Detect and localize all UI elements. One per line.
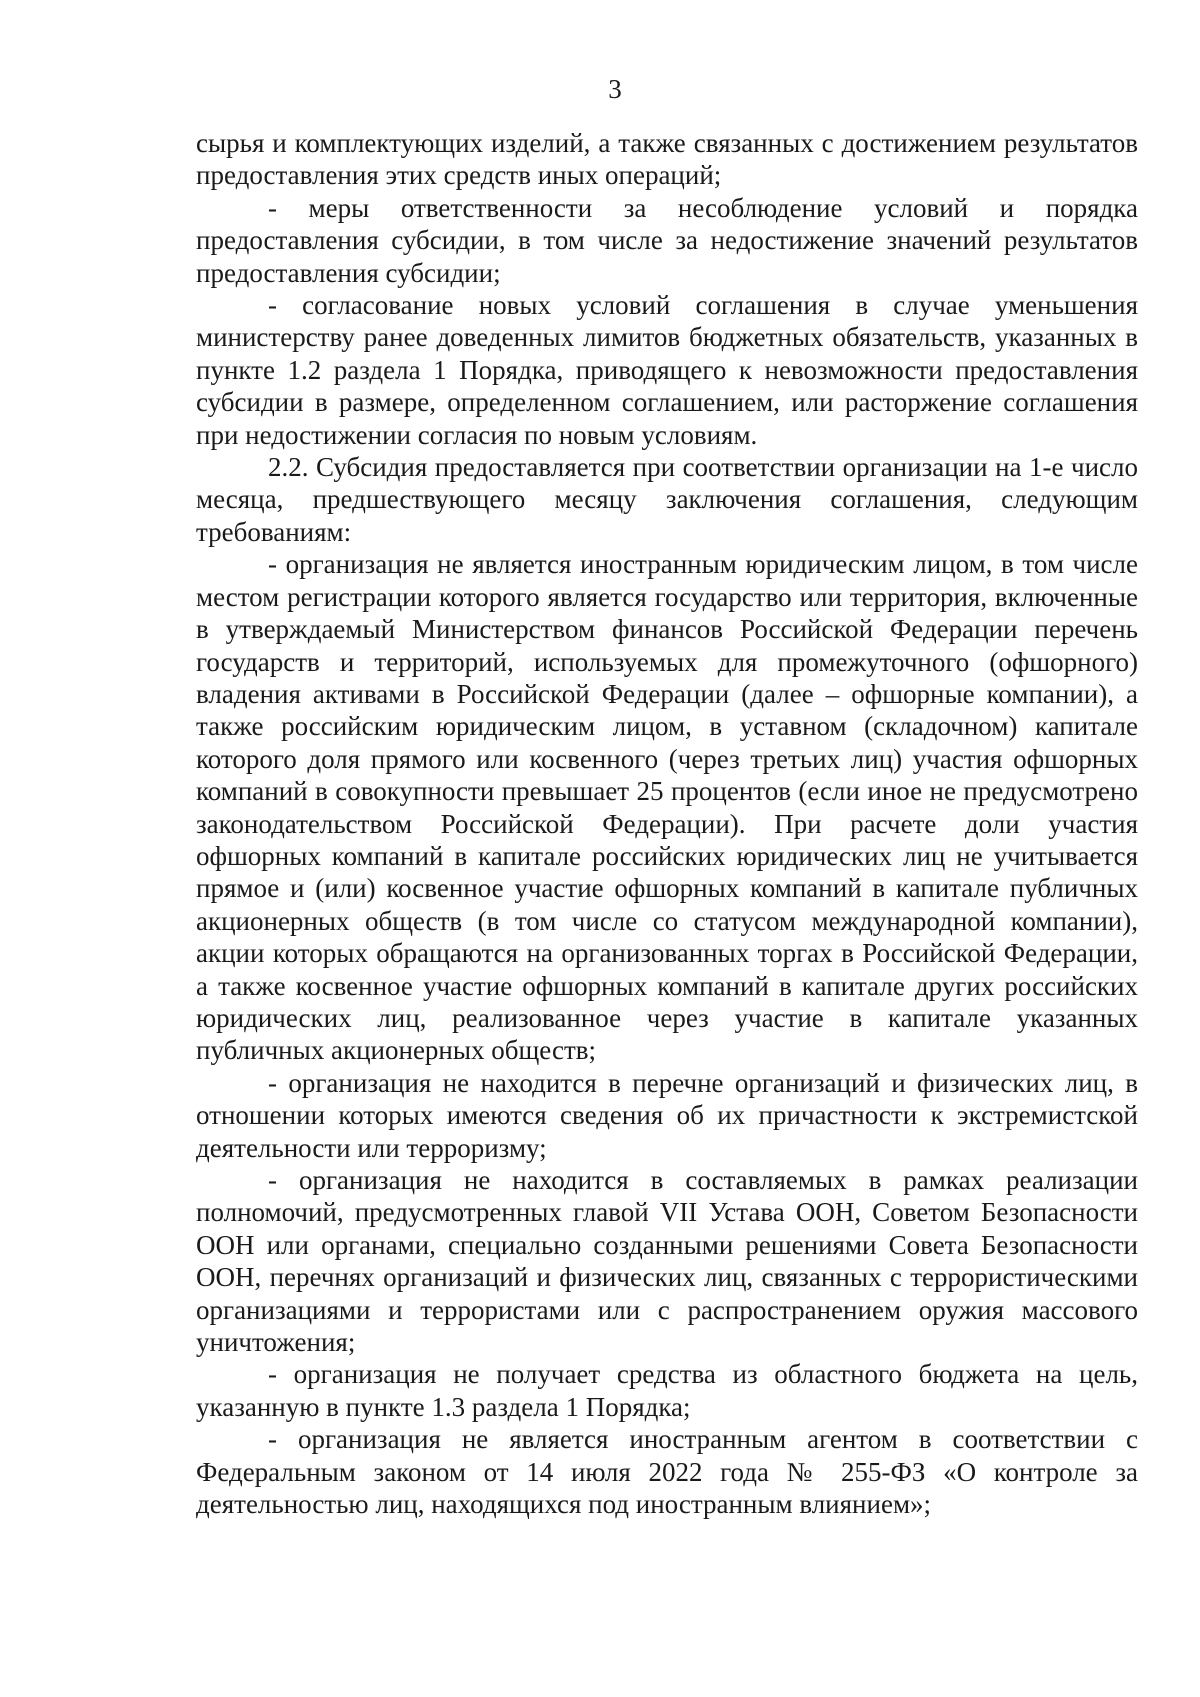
document-body xyxy=(196,127,1138,1520)
paragraph-regional-budget-requirement: - организация не получает средства из областного бюджета на цель, указанную в пункте 1.3 раздела 1 Порядка; xyxy=(196,1359,1138,1422)
paragraph-section-2-2: 2.2. Субсидия предоставляется при соответствии организации на 1-е число месяца, предшествующего месяцу заключения соглашения, следующим требованиям: xyxy=(196,452,1138,547)
paragraph-un-sanctions-requirement: - организация не находится в составляемых в рамках реализации полномочий, предусмотренных главой VII Устава ООН, Советом Безопасности ООН или органами, специально созданными решениями Совета Безопасности ООН, перечнях организаций и физических лиц, связанных с террористическими организациями и террористами или с распространением оружия массового уничтожения; xyxy=(196,1165,1138,1358)
paragraph-liability-measures: - меры ответственности за несоблюдение условий и порядка предоставления субсидии, в том числе за недостижение значений результатов предоставления субсидии; xyxy=(196,192,1138,288)
paragraph-continuation: сырья и комплектующих изделий, а также связанных с достижением результатов предоставления этих средств иных операций; xyxy=(196,128,1138,191)
page-number: 3 xyxy=(608,74,622,104)
paragraph-foreign-agent-requirement: - организация не является иностранным агентом в соответствии с Федеральным законом от 14 июля 2022 года № 255-ФЗ «О контроле за деятельностью лиц, находящихся под иностранным влиянием»; xyxy=(196,1424,1138,1520)
paragraph-extremism-requirement: - организация не находится в перечне организаций и физических лиц, в отношении которых имеются сведения об их причастности к экстремистской деятельности или терроризму; xyxy=(196,1067,1138,1163)
paragraph-offshore-requirement: - организация не является иностранным юридическим лицом, в том числе местом регистрации которого является государство или территория, включенные в утверждаемый Министерством финансов Российской Федерации перечень государств и территорий, используемых для промежуточного (офшорного) владения активами в Российской Федерации (далее – офшорные компании), а также российским юридическим лицом, в уставном (складочном) капитале которого доля прямого или косвенного (через третьих лиц) участия офшорных компаний в совокупности превышает 25 процентов (если иное не предусмотрено законодательством Российской Федерации). При расчете доли участия офшорных компаний в капитале российских юридических лиц не учитывается прямое и (или) косвенное участие офшорных компаний в капитале публичных акционерных обществ (в том числе со статусом международной компании), акции которых обращаются на организованных торгах в Российской Федерации, а также косвенное участие офшорных компаний в капитале других российских юридических лиц, реализованное через участие в капитале указанных публичных акционерных обществ; xyxy=(196,549,1138,1066)
paragraph-new-conditions: - согласование новых условий соглашения в случае уменьшения министерству ранее доведенных лимитов бюджетных обязательств, указанных в пункте 1.2 раздела 1 Порядка, приводящего к невозможности предоставления субсидии в размере, определенном соглашением, или расторжение соглашения при недостижении согласия по новым условиям. xyxy=(196,290,1138,450)
